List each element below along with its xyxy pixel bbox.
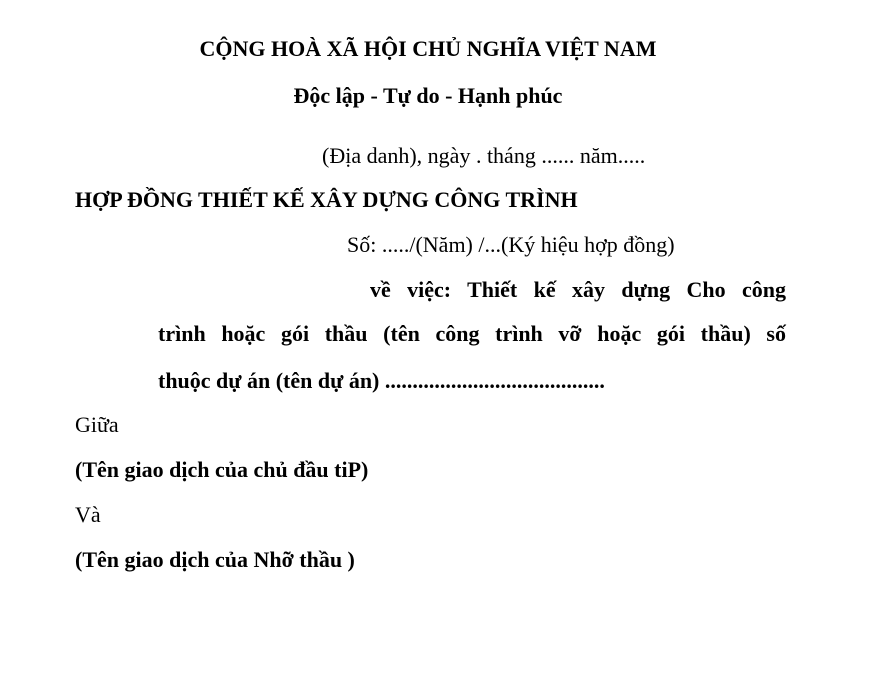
contract-title: HỢP ĐỒNG THIẾT KẾ XÂY DỰNG CÔNG TRÌNH: [75, 187, 578, 212]
subject-line-3: thuộc dự án (tên dự án) ........................................: [158, 368, 605, 393]
national-title: CỘNG HOÀ XÃ HỘI CHỦ NGHĨA VIỆT NAM: [199, 36, 657, 61]
contract-number: Số: ...../(Năm) /...(Ký hiệu hợp đồng): [347, 232, 675, 257]
investor-name: (Tên giao dịch của chủ đầu tiP): [75, 457, 369, 482]
and-label: Và: [75, 502, 101, 527]
place-date-line: (Địa danh), ngày . tháng ...... năm.....: [322, 143, 646, 168]
subject-line-1: về việc: Thiết kế xây dựng Cho công: [370, 277, 786, 302]
contractor-name: (Tên giao dịch của Nhỡ thầu ): [75, 547, 355, 572]
between-label: Giữa: [75, 412, 119, 437]
subject-line-2: trình hoặc gói thầu (tên công trình vỡ hoặc gói thầu) số: [158, 321, 786, 346]
national-motto: Độc lập - Tự do - Hạnh phúc: [293, 83, 563, 108]
